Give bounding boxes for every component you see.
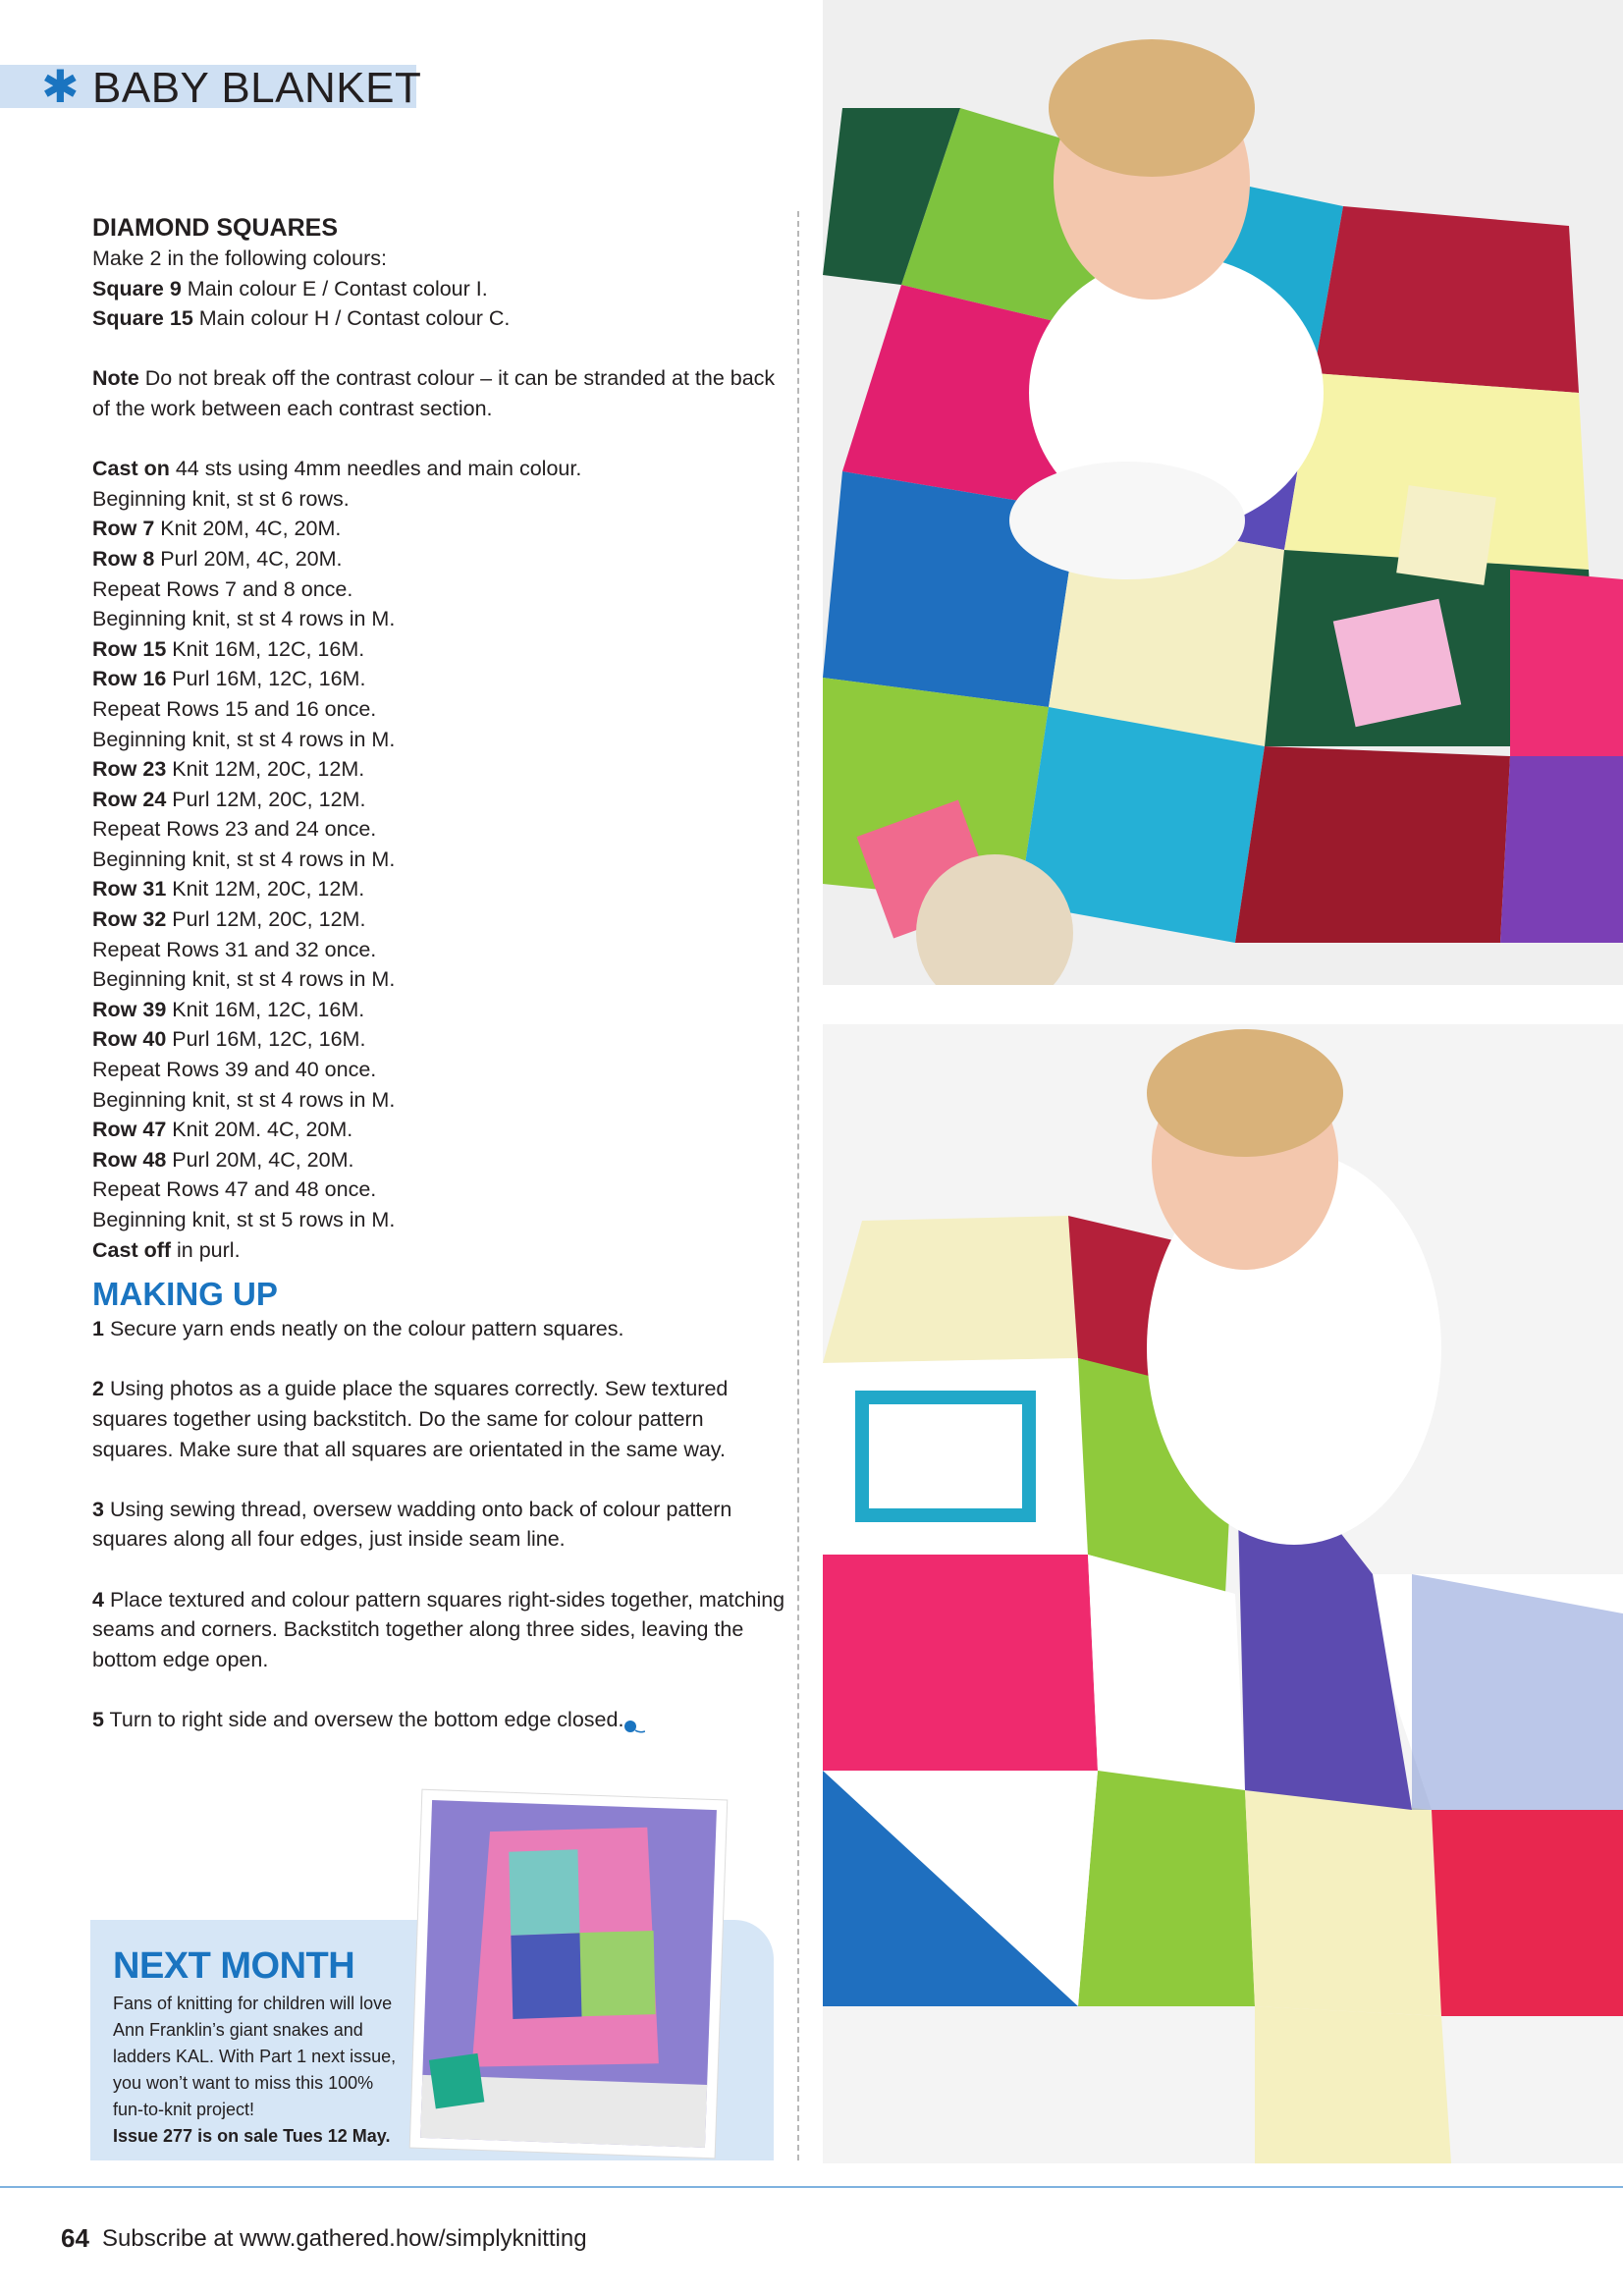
row-text: Repeat Rows 47 and 48 once. [92, 1177, 377, 1202]
row-label: Row 48 [92, 1147, 167, 1172]
next-month-issue [113, 2123, 407, 2150]
row-label: Row 40 [92, 1027, 167, 1052]
row-text: Knit 12M, 20C, 12M. [166, 757, 365, 782]
pattern-rows [92, 454, 785, 1265]
making-up-step [92, 1585, 785, 1675]
step-text: Turn to right side and oversew the bottom edge closed. [103, 1707, 624, 1731]
page-number: 64 [61, 2223, 89, 2253]
row-label: Row 24 [92, 787, 167, 811]
row-label: Row 32 [92, 907, 167, 932]
pattern-row [92, 935, 785, 965]
row-text: Repeat Rows 15 and 16 once. [92, 696, 377, 721]
step-number: 4 [92, 1587, 104, 1612]
pattern-row [92, 604, 785, 634]
issue-date: Issue 277 is on sale Tues 12 May. [113, 2126, 391, 2146]
row-label: Row 47 [92, 1118, 167, 1142]
footer-rule [0, 2186, 1623, 2188]
next-month-body [113, 1991, 407, 2150]
row-text: Repeat Rows 23 and 24 once. [92, 817, 377, 842]
row-label: Row 15 [92, 636, 167, 661]
row-text: Repeat Rows 39 and 40 once. [92, 1058, 377, 1082]
note-label: Note [92, 366, 139, 391]
row-label: Row 16 [92, 667, 167, 691]
step-text: Secure yarn ends neatly on the colour pattern squares. [103, 1317, 624, 1341]
step-text: Place textured and colour pattern squares right-sides together, matching seams and corners. Backstitch together along three sides, leaving the bottom edge open. [92, 1587, 785, 1671]
pattern-row [92, 1024, 785, 1055]
row-text: Purl 20M, 4C, 20M. [154, 546, 343, 571]
row-text: Beginning knit, st st 4 rows in M. [92, 967, 396, 992]
row-label: Row 23 [92, 757, 167, 782]
row-text: Purl 12M, 20C, 12M. [166, 787, 366, 811]
snakes-ladders-illustration [410, 1790, 728, 2159]
pattern-row [92, 574, 785, 605]
row-text: Beginning knit, st st 5 rows in M. [92, 1208, 396, 1231]
row-label: Row 8 [92, 546, 155, 571]
pattern-row [92, 995, 785, 1025]
pattern-row [92, 1235, 785, 1266]
row-text: Beginning knit, st st 4 rows in M. [92, 1087, 396, 1112]
photo-textured-blanket [823, 0, 1623, 985]
photo-colour-blanket [823, 1024, 1623, 2163]
square-text: Main colour E / Contast colour I. [181, 276, 488, 301]
row-text: Beginning knit, st st 4 rows in M. [92, 607, 396, 631]
row-text: Beginning knit, st st 4 rows in M. [92, 847, 396, 871]
step-number: 5 [92, 1707, 104, 1731]
row-text: Knit 16M, 12C, 16M. [166, 636, 365, 661]
pattern-row [92, 484, 785, 515]
step-number: 1 [92, 1317, 104, 1341]
pattern-row [92, 754, 785, 785]
making-up-step [92, 1495, 785, 1555]
pattern-title: DIAMOND SQUARES [92, 214, 339, 242]
row-text: in purl. [171, 1237, 241, 1262]
pattern-row [92, 964, 785, 995]
square-label: Square 15 [92, 306, 193, 331]
row-text: Purl 20M, 4C, 20M. [166, 1147, 354, 1172]
page-title: BABY BLANKET [92, 64, 422, 112]
row-label: Row 7 [92, 517, 155, 541]
step-text: Using sewing thread, oversew wadding onto back of colour pattern squares along all four edges, just inside seam line. [92, 1497, 732, 1552]
next-month-text: Fans of knitting for children will love Ann Franklin’s giant snakes and ladders KAL. With Part 1 next issue, you won’t want to miss this 100% fun-to-knit project! [113, 1994, 397, 2119]
row-text: Beginning knit, st st 6 rows. [92, 486, 350, 511]
pattern-row [92, 454, 785, 484]
pattern-row [92, 725, 785, 755]
pattern-row [92, 1145, 785, 1175]
colour-blanket-illustration [823, 1024, 1623, 2163]
pattern-row [92, 634, 785, 665]
pattern-row [92, 1055, 785, 1085]
row-text: Repeat Rows 31 and 32 once. [92, 937, 377, 961]
row-label: Cast off [92, 1237, 172, 1262]
pattern-row [92, 1205, 785, 1235]
row-text: Knit 16M, 12C, 16M. [166, 997, 365, 1021]
pattern-row [92, 874, 785, 904]
column-divider [797, 211, 799, 2160]
subscribe-link[interactable]: Subscribe at www.gathered.how/simplyknitting [102, 2225, 587, 2252]
row-label: Row 31 [92, 877, 167, 902]
pattern-row [92, 694, 785, 725]
yarn-ball-icon [623, 1713, 645, 1728]
textured-blanket-illustration [823, 0, 1623, 985]
making-up-step [92, 1314, 785, 1344]
next-month-photo [410, 1790, 728, 2159]
note-text: Do not break off the contrast colour – it can be stranded at the back of the work between each contrast section. [92, 366, 776, 420]
row-text: Purl 12M, 20C, 12M. [166, 907, 366, 932]
pattern-row [92, 544, 785, 574]
making-up-step [92, 1374, 785, 1464]
row-text: Knit 20M, 4C, 20M. [154, 517, 342, 541]
pattern-row [92, 814, 785, 845]
step-number: 2 [92, 1377, 104, 1401]
asterisk-flower-icon: ✱ [41, 60, 80, 113]
pattern-intro: Make 2 in the following colours: [92, 246, 387, 270]
square-line [92, 274, 785, 304]
making-up-steps [92, 1314, 785, 1734]
next-month-title: NEXT MONTH [113, 1945, 355, 1987]
pattern-row [92, 1115, 785, 1145]
making-up-title: MAKING UP [92, 1276, 278, 1313]
step-text: Using photos as a guide place the squares correctly. Sew textured squares together using backstitch. Do the same for colour pattern squares. Make sure that all squares are orientated in the same way. [92, 1377, 729, 1461]
making-up-step [92, 1705, 785, 1735]
pattern-row [92, 845, 785, 875]
square-line [92, 303, 785, 334]
row-text: 44 sts using 4mm needles and main colour. [169, 457, 582, 481]
pattern-row [92, 514, 785, 544]
row-text: Purl 16M, 12C, 16M. [166, 1027, 366, 1052]
row-text: Knit 12M, 20C, 12M. [166, 877, 365, 902]
pattern-row [92, 1175, 785, 1205]
step-number: 3 [92, 1497, 104, 1521]
row-text: Knit 20M. 4C, 20M. [166, 1118, 353, 1142]
square-label: Square 9 [92, 276, 182, 301]
note-paragraph [92, 363, 785, 423]
pattern-row [92, 1085, 785, 1116]
row-text: Repeat Rows 7 and 8 once. [92, 576, 353, 601]
pattern-text-column [92, 212, 785, 1735]
pattern-row [92, 664, 785, 694]
row-text: Purl 16M, 12C, 16M. [166, 667, 366, 691]
pattern-row [92, 904, 785, 935]
square-text: Main colour H / Contast colour C. [192, 306, 511, 331]
row-label: Cast on [92, 457, 170, 481]
pattern-row [92, 785, 785, 815]
row-label: Row 39 [92, 997, 167, 1021]
row-text: Beginning knit, st st 4 rows in M. [92, 727, 396, 751]
